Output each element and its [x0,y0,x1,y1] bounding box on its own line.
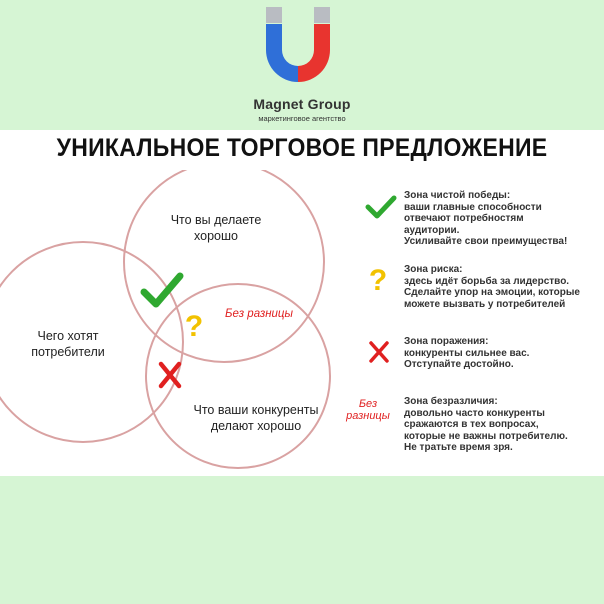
legend-check-icon [364,194,398,220]
legend-no-difference-line-2: разницы [346,410,390,422]
legend-line: отвечают потребностям [404,213,524,224]
bottom-circle-line-1: Что ваши конкуренты [193,403,319,417]
top-circle-line-1: Что вы делаете [170,213,262,227]
left-circle-line-2: потребители [31,345,105,359]
legend-item-loss [404,336,529,371]
brand-name: Magnet Group [253,96,351,112]
legend-line: Зона безразличия: [404,396,498,407]
legend-cross-icon [368,340,390,364]
legend-line: здесь идёт борьба за лидерство. [404,275,570,287]
legend-line: Зона риска: [404,264,463,275]
legend-line: ваши главные способности [404,201,542,213]
legend-item-risk [404,264,580,310]
legend-item-indifference [404,396,568,454]
bottom-circle-line-2: делают хорошо [210,419,302,433]
no-difference-label: Без разницы [225,308,293,320]
legend-line: Усиливайте свои преимущества! [404,236,568,247]
legend-no-difference-line-1: Без [358,398,378,410]
legend-line: можете вызвать у потребителей [404,298,566,310]
page-title: УНИКАЛЬНОЕ ТОРГОВОЕ ПРЕДЛОЖЕНИЕ [56,134,548,162]
cross-icon [161,364,179,386]
legend-line: Зона чистой победы: [404,190,511,201]
legend-line: которые не важны потребителю. [404,430,568,442]
circle-strengths [124,170,324,362]
legend-line: Зона поражения: [404,336,489,347]
svg-text:?: ? [184,310,204,343]
venn-diagram [0,170,360,470]
legend-question-icon [366,262,390,296]
footer-band [0,476,604,604]
legend-line: конкуренты сильнее вас. [404,347,530,359]
question-icon [185,310,203,343]
legend-line: аудитории. [404,224,460,236]
legend-no-difference-icon [345,398,391,422]
top-circle-line-2: хорошо [194,229,238,243]
svg-text:?: ? [368,264,388,296]
legend-item-win [404,190,567,248]
magnet-logo [258,4,338,94]
brand-tagline: маркетинговое агентство [258,114,346,123]
legend-line: Отступайте достойно. [404,359,514,370]
legend-line: сражаются в тех вопросах, [404,419,539,430]
legend-line: Не тратьте время зря. [404,442,513,453]
legend-line: довольно часто конкуренты [404,407,545,419]
left-circle-line-1: Чего хотят [37,329,99,343]
legend-line: Сделайте упор на эмоции, которые [404,287,580,298]
